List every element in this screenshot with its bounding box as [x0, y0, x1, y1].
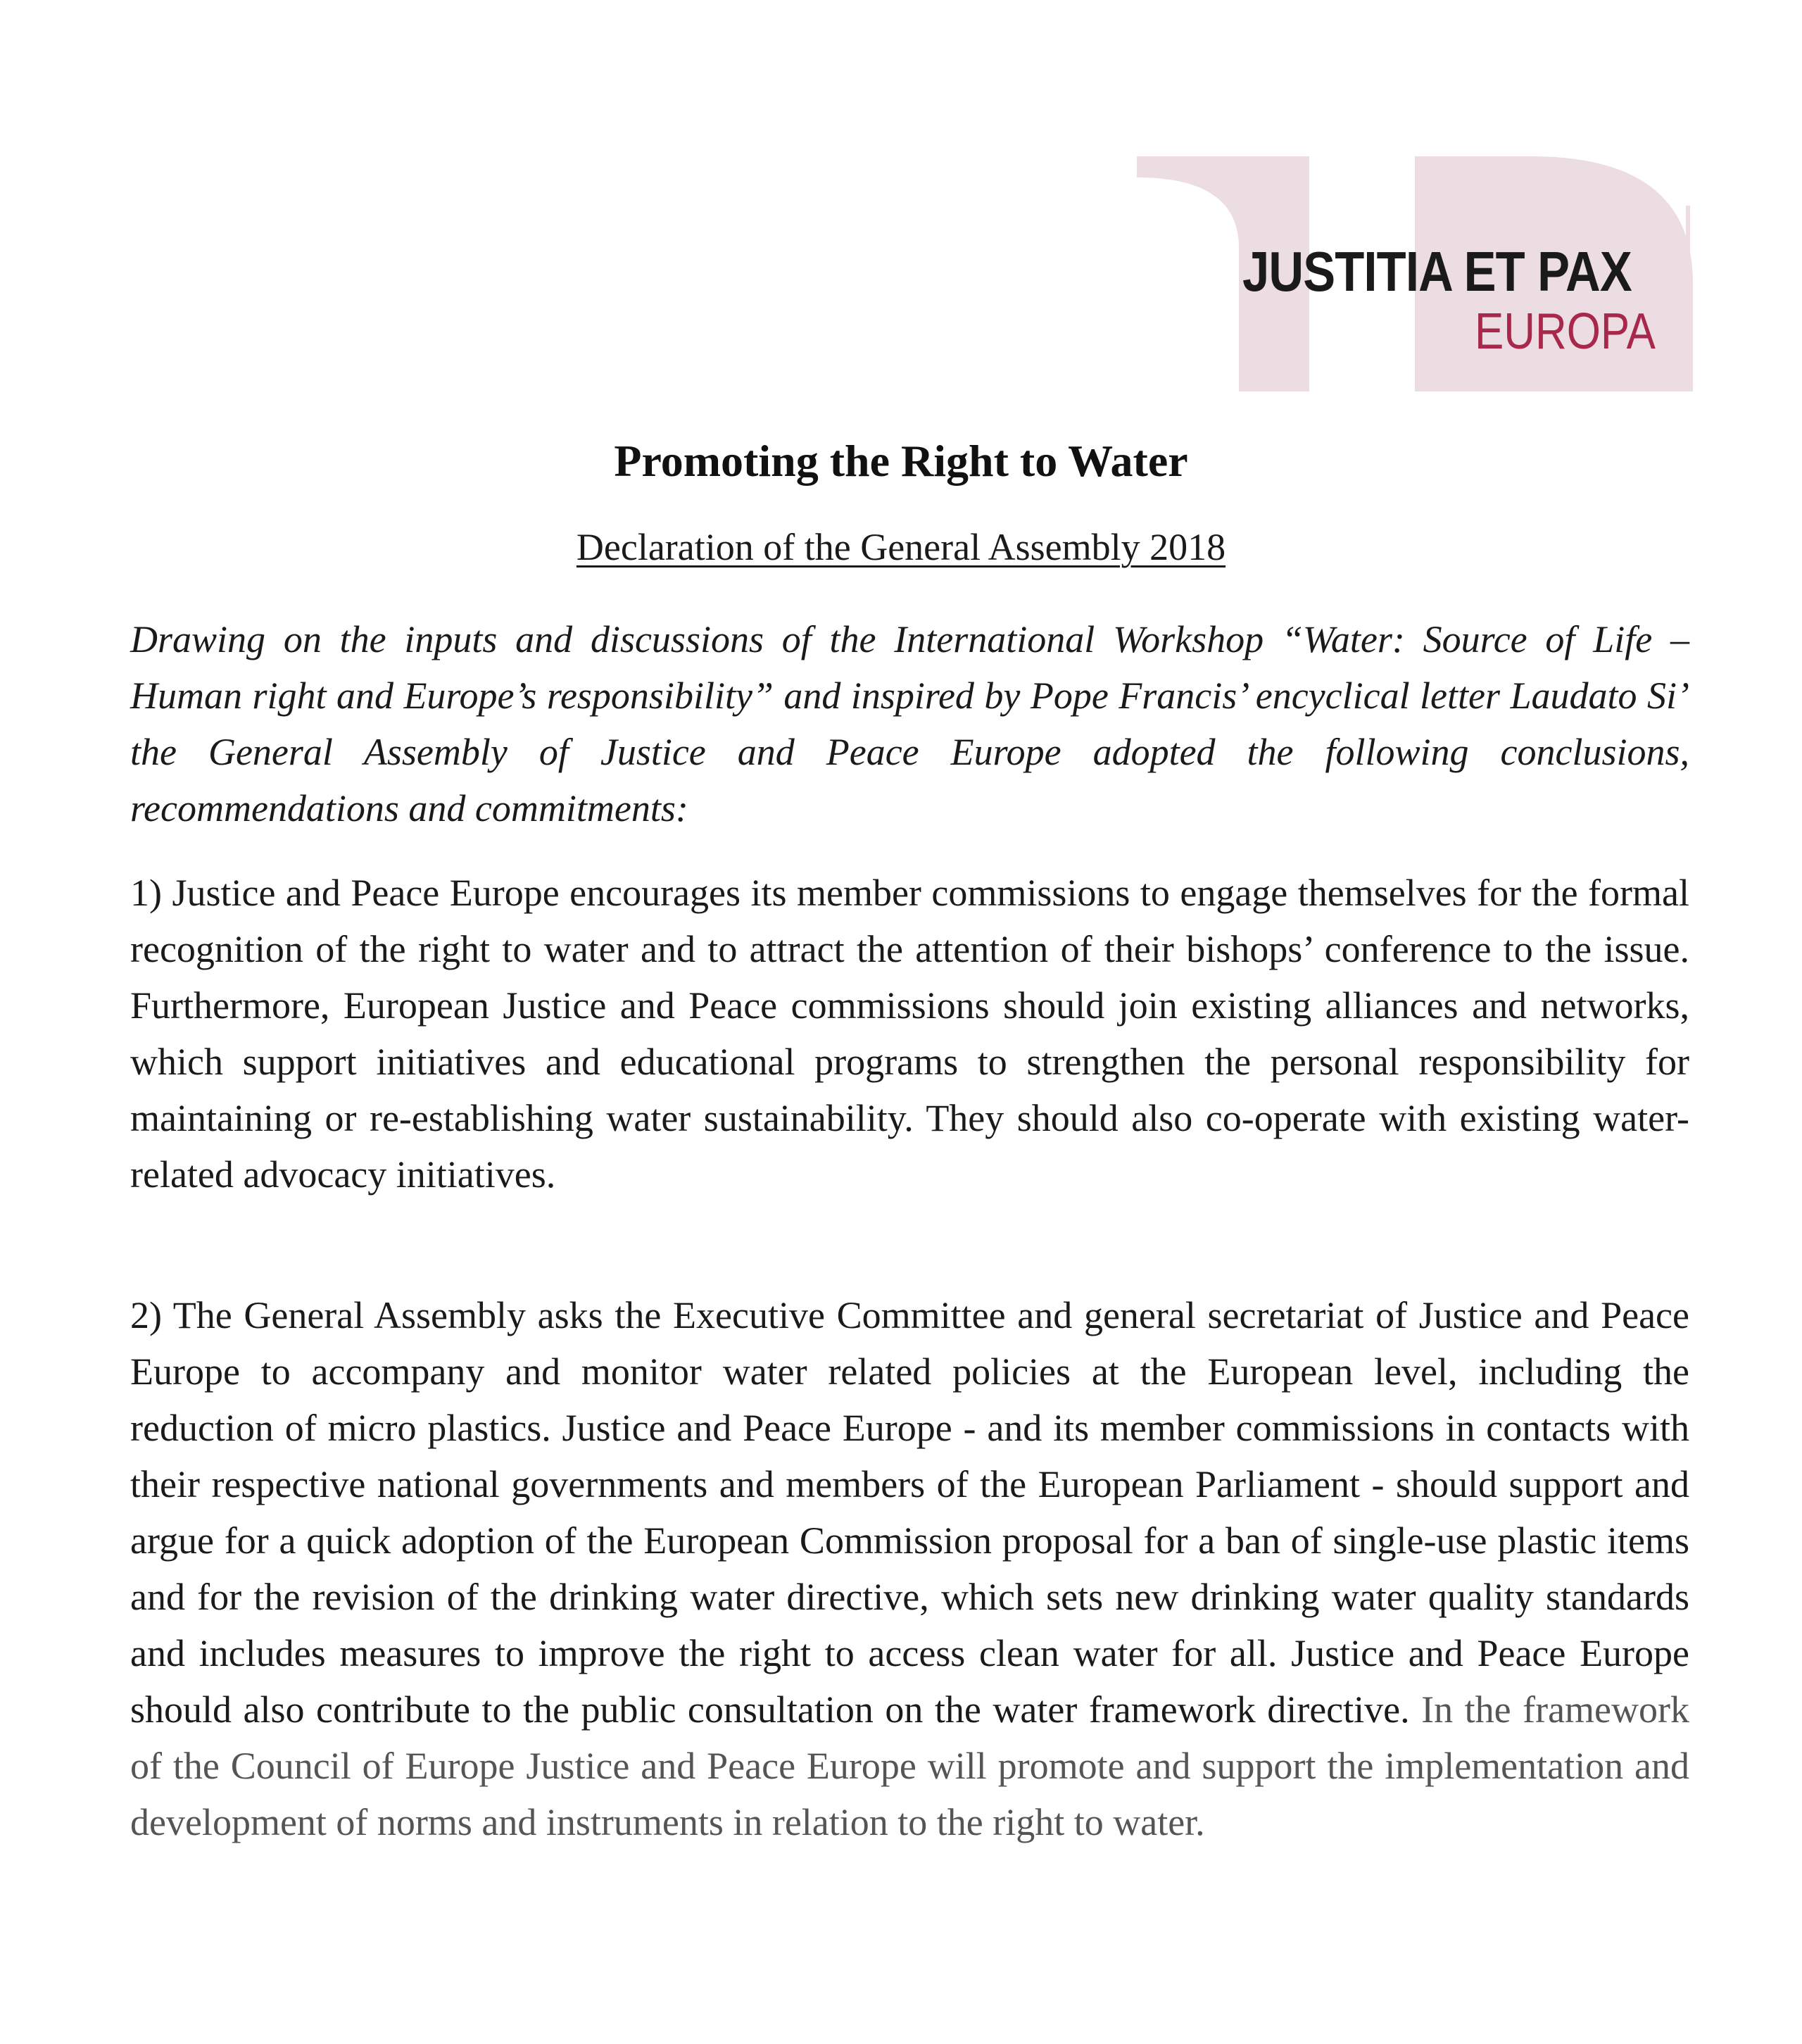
intro-paragraph: Drawing on the inputs and discussions of the International Workshop “Water: Source of Life – Human right and Europe’s responsibility” and inspired by Pope Francis’ encyclical letter Laudato Si’ the General Assembly of Justice and Peace Europe adopted the following conclusions, recommendations and commitments: — [130, 618, 1689, 829]
page-title: Promoting the Right to Water — [614, 436, 1188, 486]
logo-text-justitia: JUSTITIA ET PAX — [1242, 240, 1632, 303]
paragraph-2-grey: In the framework of the Council of Europe Justice and Peace Europe will promote and support the implementation and development of norms and instruments in relation to the right to water. — [130, 1688, 1689, 1843]
logo-text-europa: EUROPA — [1475, 303, 1656, 360]
justitia-et-pax-logo — [1137, 156, 1693, 391]
page-subtitle — [0, 525, 1802, 569]
paragraph-2-main: 2) The General Assembly asks the Executive Committee and general secretariat of Justice and Peace Europe to accompany and monitor water related policies at the European level, including the reduction of micro plastics. Justice and Peace Europe - and its member commissions in contacts with their respective national governments and members of the European Parliament - should support and argue for a quick adoption of the European Commission proposal for a ban of single-use plastic items and for the revision of the drinking water directive, which sets new drinking water quality standards and includes measures to improve the right to access clean water for all. Justice and Peace Europe should also contribute to the public consultation on the water framework directive. — [130, 1294, 1689, 1731]
subtitle-text: Declaration of the General Assembly 2018 — [576, 526, 1226, 568]
paragraph-1: 1) Justice and Peace Europe encourages its member commissions to engage themselves for the formal recognition of the right to water and to attract the attention of their bishops’ conference to the issue. Furthermore, European Justice and Peace commissions should join existing alliances and networks, which support initiatives and educational programs to strengthen the personal responsibility for maintaining or re-establishing water sustainability. They should also co-operate with existing water-related advocacy initiatives. — [130, 872, 1689, 1196]
paragraph-2 — [130, 1287, 1689, 1850]
